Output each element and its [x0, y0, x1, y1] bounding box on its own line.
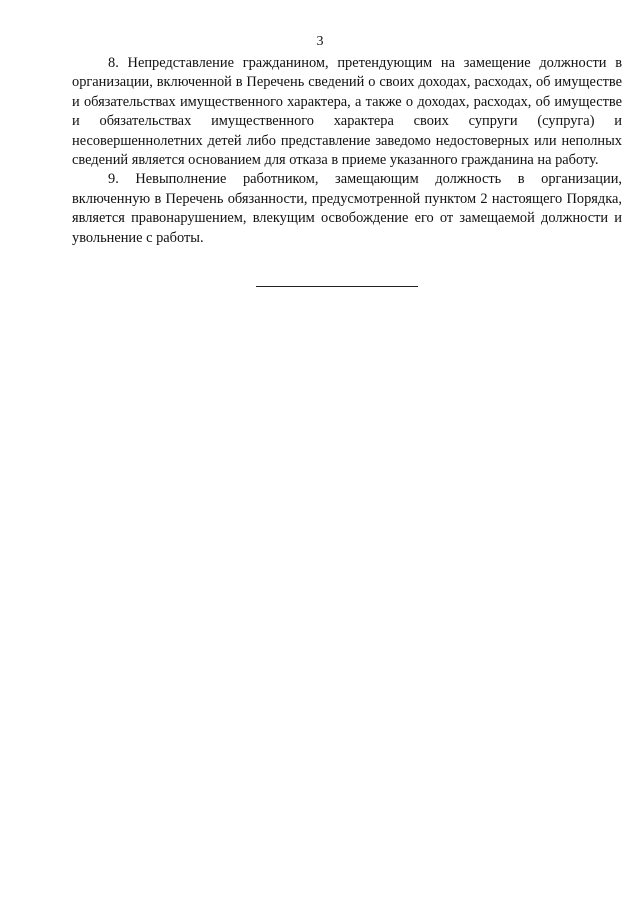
paragraph-9: 9. Невыполнение работником, замещающим должность в организации, включенную в Перечень обязанности, предусмотренной пунктом 2 настоящего Порядка, является правонарушением, влекущим освобождение его от замещаемой должности и увольнение с работы.: [72, 171, 622, 246]
document-body: [72, 54, 622, 248]
end-of-document-line: [256, 286, 418, 287]
page-number: 3: [316, 34, 324, 49]
paragraph-8: 8. Непредставление гражданином, претендующим на замещение должности в организации, включенной в Перечень сведений о своих доходах, расходах, об имуществе и обязательствах имущественного характера, а также о доходах, расходах, об имуществе и обязательствах имущественного характера своих супруги (супруга) и несовершеннолетних детей либо представление заведомо недостоверных или неполных сведений является основанием для отказа в приеме указанного гражданина на работу.: [72, 55, 622, 169]
